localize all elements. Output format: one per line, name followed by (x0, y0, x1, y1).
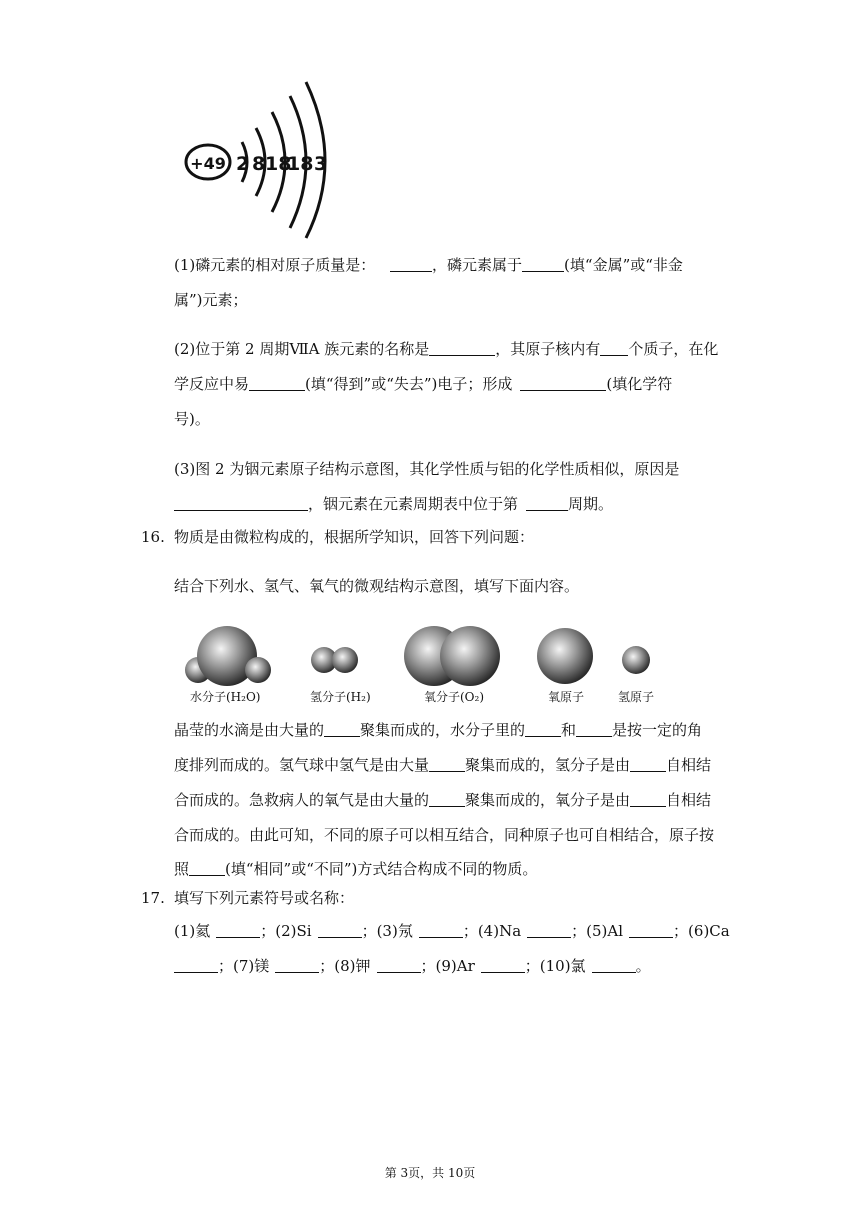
blank[interactable] (318, 923, 362, 938)
blank[interactable] (429, 341, 495, 356)
blank[interactable] (419, 923, 463, 938)
shell-electrons-2: 8 (252, 153, 266, 175)
hydrogen-atom (622, 646, 650, 674)
page-footer: 第 3页，共 10页 (384, 1166, 476, 1180)
blank[interactable] (174, 958, 218, 973)
label-hydrogen-atom: 氢原子 (618, 690, 655, 704)
h2-atom-right (332, 647, 358, 673)
q17-items-line1: (1)氦 ；(2)Si ；(3)氖 ；(4)Na ；(5)Al ；(6)Ca (174, 922, 730, 940)
question-number: 17. (141, 889, 165, 907)
oxygen-atom (537, 628, 593, 684)
q17-items-line2: ；(7)镁 ；(8)钾 ；(9)Ar ；(10)氯 。 (174, 956, 651, 976)
question-stem: 填写下列元素符号或名称： (174, 889, 355, 907)
q16-text-line4: 合而成的。由此可知，不同的原子可以相互结合，同种原子也可自相结合，原子按 (174, 826, 715, 844)
q15-part2-line2: 学反应中易 (填“得到”或“失去”)电子；形成 (填化学符 (174, 375, 673, 393)
question-intro: 结合下列水、氢气、氧气的微观结构示意图，填写下面内容。 (174, 577, 580, 595)
q15-part2-line3: 号)。 (174, 410, 210, 428)
blank[interactable] (527, 923, 571, 938)
blank[interactable] (429, 792, 465, 807)
blank[interactable] (526, 496, 568, 511)
label-oxygen-molecule: 氧分子(O₂) (424, 690, 485, 704)
blank[interactable] (600, 341, 628, 356)
q15-part1-line1: (1)磷元素的相对原子质量是： ，磷元素属于 (填“金属”或“非金 (174, 256, 683, 274)
q16-text-line2: 度排列而成的。氢气球中氢气是由大量 聚集而成的，氢分子是由 自相结 (174, 756, 712, 774)
shell-electrons-1: 2 (236, 153, 250, 175)
q15-part3-line1: (3)图 2 为铟元素原子结构示意图，其化学性质与铝的化学性质相似，原因是 (174, 460, 680, 478)
blank[interactable] (216, 923, 260, 938)
nucleus-charge: +49 (190, 154, 226, 173)
blank[interactable] (592, 958, 636, 973)
label-water-molecule: 水分子(H₂O) (190, 690, 261, 704)
question-stem: 物质是由微粒构成的，根据所学知识，回答下列问题： (174, 528, 535, 546)
indium-atom-diagram (180, 78, 340, 240)
label-hydrogen-molecule: 氢分子(H₂) (310, 690, 371, 704)
blank[interactable] (522, 257, 564, 272)
question-number: 16. (141, 528, 165, 546)
blank[interactable] (630, 757, 666, 772)
label-oxygen-atom: 氧原子 (548, 690, 585, 704)
blank[interactable] (377, 958, 421, 973)
q16-text-line1: 晶莹的水滴是由大量的 聚集而成的，水分子里的 和 是按一定的角 (174, 721, 703, 739)
q15-part2-line1: (2)位于第 2 周期ⅦA 族元素的名称是 ，其原子核内有 个质子，在化 (174, 340, 719, 358)
blank[interactable] (174, 496, 308, 511)
blank[interactable] (429, 757, 465, 772)
blank[interactable] (576, 722, 612, 737)
blank[interactable] (275, 958, 319, 973)
blank[interactable] (189, 861, 225, 876)
blank[interactable] (481, 958, 525, 973)
molecule-diagram (180, 618, 660, 688)
q15-part1-line2: 属”)元素； (174, 291, 248, 309)
water-hydrogen-right-atom (245, 657, 271, 683)
blank[interactable] (390, 257, 432, 272)
blank[interactable] (629, 923, 673, 938)
shell-electrons-3: 18 (265, 153, 292, 175)
q16-text-line5: 照 (填“相同”或“不同”)方式结合构成不同的物质。 (174, 860, 538, 878)
blank[interactable] (525, 722, 561, 737)
blank[interactable] (249, 376, 305, 391)
shell-electrons-5: 3 (314, 153, 328, 175)
o2-atom-right (440, 626, 500, 686)
blank[interactable] (630, 792, 666, 807)
blank[interactable] (324, 722, 360, 737)
blank[interactable] (520, 376, 606, 391)
q16-text-line3: 合而成的。急救病人的氧气是由大量的 聚集而成的，氧分子是由 自相结 (174, 791, 712, 809)
q15-part3-line2: ，铟元素在元素周期表中位于第 周期。 (174, 494, 613, 514)
shell-electrons-4: 18 (287, 153, 314, 175)
